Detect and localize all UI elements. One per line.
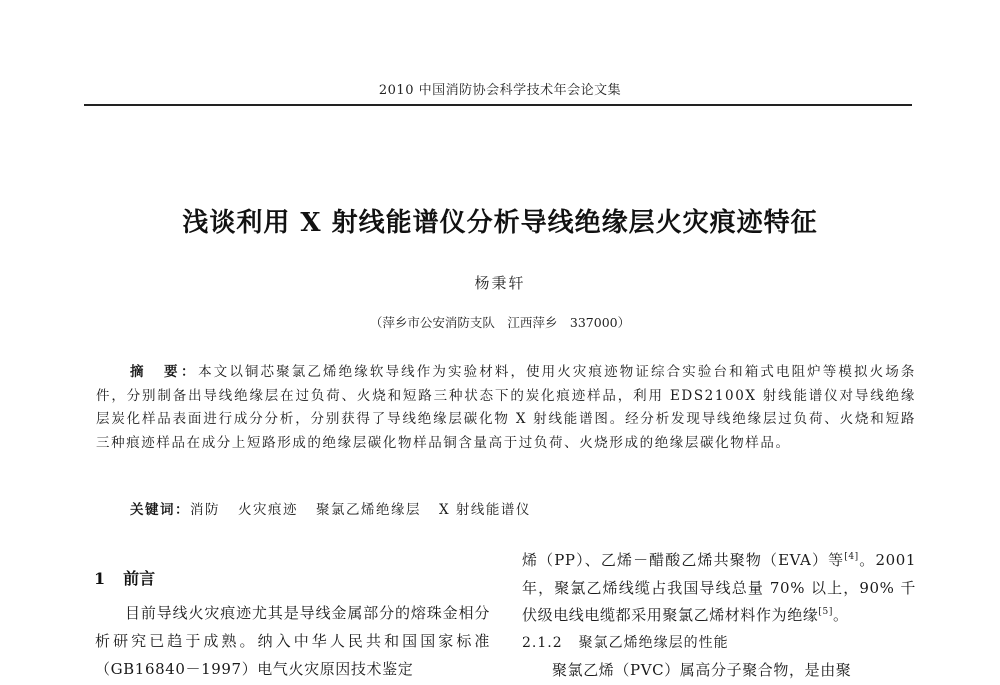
keyword: 火灾痕迹: [238, 502, 298, 518]
subsection-heading: [522, 630, 916, 658]
body-paragraph: 烯（PP）、乙烯－醋酸乙烯共聚物（EVA）等[4]。2001 年，聚氯乙烯线缆占我国导线总量 70% 以上，90% 千伏级电线电缆都采用聚氯乙烯材料作为绝缘[5]。: [522, 551, 917, 624]
section-heading: [94, 566, 155, 589]
keywords-label: 关键词：: [130, 502, 190, 518]
running-header: 2010 中国消防协会科学技术年会论文集: [378, 83, 622, 98]
keyword: X 射线能谱仪: [439, 502, 531, 518]
keywords: [130, 498, 549, 518]
author-name: 杨秉轩: [474, 274, 526, 292]
header-rule: [84, 104, 912, 106]
keyword: 聚氯乙烯绝缘层: [316, 502, 421, 518]
abstract-label: 摘 要：: [130, 364, 199, 380]
citation-ref: [5]: [818, 607, 833, 617]
left-column: [95, 599, 490, 683]
subsection-title: 聚氯乙烯绝缘层的性能: [578, 634, 729, 651]
right-column: [522, 547, 917, 679]
section-number: 1: [94, 569, 106, 588]
abstract-text: 本文以铜芯聚氯乙烯绝缘软导线作为实验材料，使用火灾痕迹物证综合实验台和箱式电阻炉等模拟火场条件，分别制备出导线绝缘层在过负荷、火烧和短路三种状态下的炭化痕迹样品，利用 EDS2100X 射线能谱仪对导线绝缘层炭化样品表面进行成分分析，分别获得了导线绝缘层碳化物 X 射线能谱图。经分析发现导线绝缘层过负荷、火烧和短路三种痕迹样品在成分上短路形成的绝缘层碳化物样品铜含量高于过负荷、火烧形成的绝缘层碳化物样品。: [96, 364, 916, 451]
author-affiliation: （萍乡市公安消防支队 江西萍乡 337000）: [369, 315, 631, 330]
section-title: 前言: [123, 569, 156, 588]
intro-paragraph: 目前导线火灾痕迹尤其是导线金属部分的熔珠金相分析研究已趋于成熟。纳入中华人民共和国国家标准（GB16840－1997）电气火灾原因技术鉴定: [95, 604, 490, 678]
abstract: [96, 361, 916, 455]
subsection-number: 2.1.2: [522, 634, 563, 651]
keyword: 消防: [190, 502, 220, 518]
cut-off-line: 聚氯乙烯（PVC）属高分子聚合物，是由聚: [552, 661, 852, 679]
paper-title: 浅谈利用 X 射线能谱仪分析导线绝缘层火灾痕迹特征: [182, 208, 818, 238]
citation-ref: [4]: [844, 552, 859, 562]
